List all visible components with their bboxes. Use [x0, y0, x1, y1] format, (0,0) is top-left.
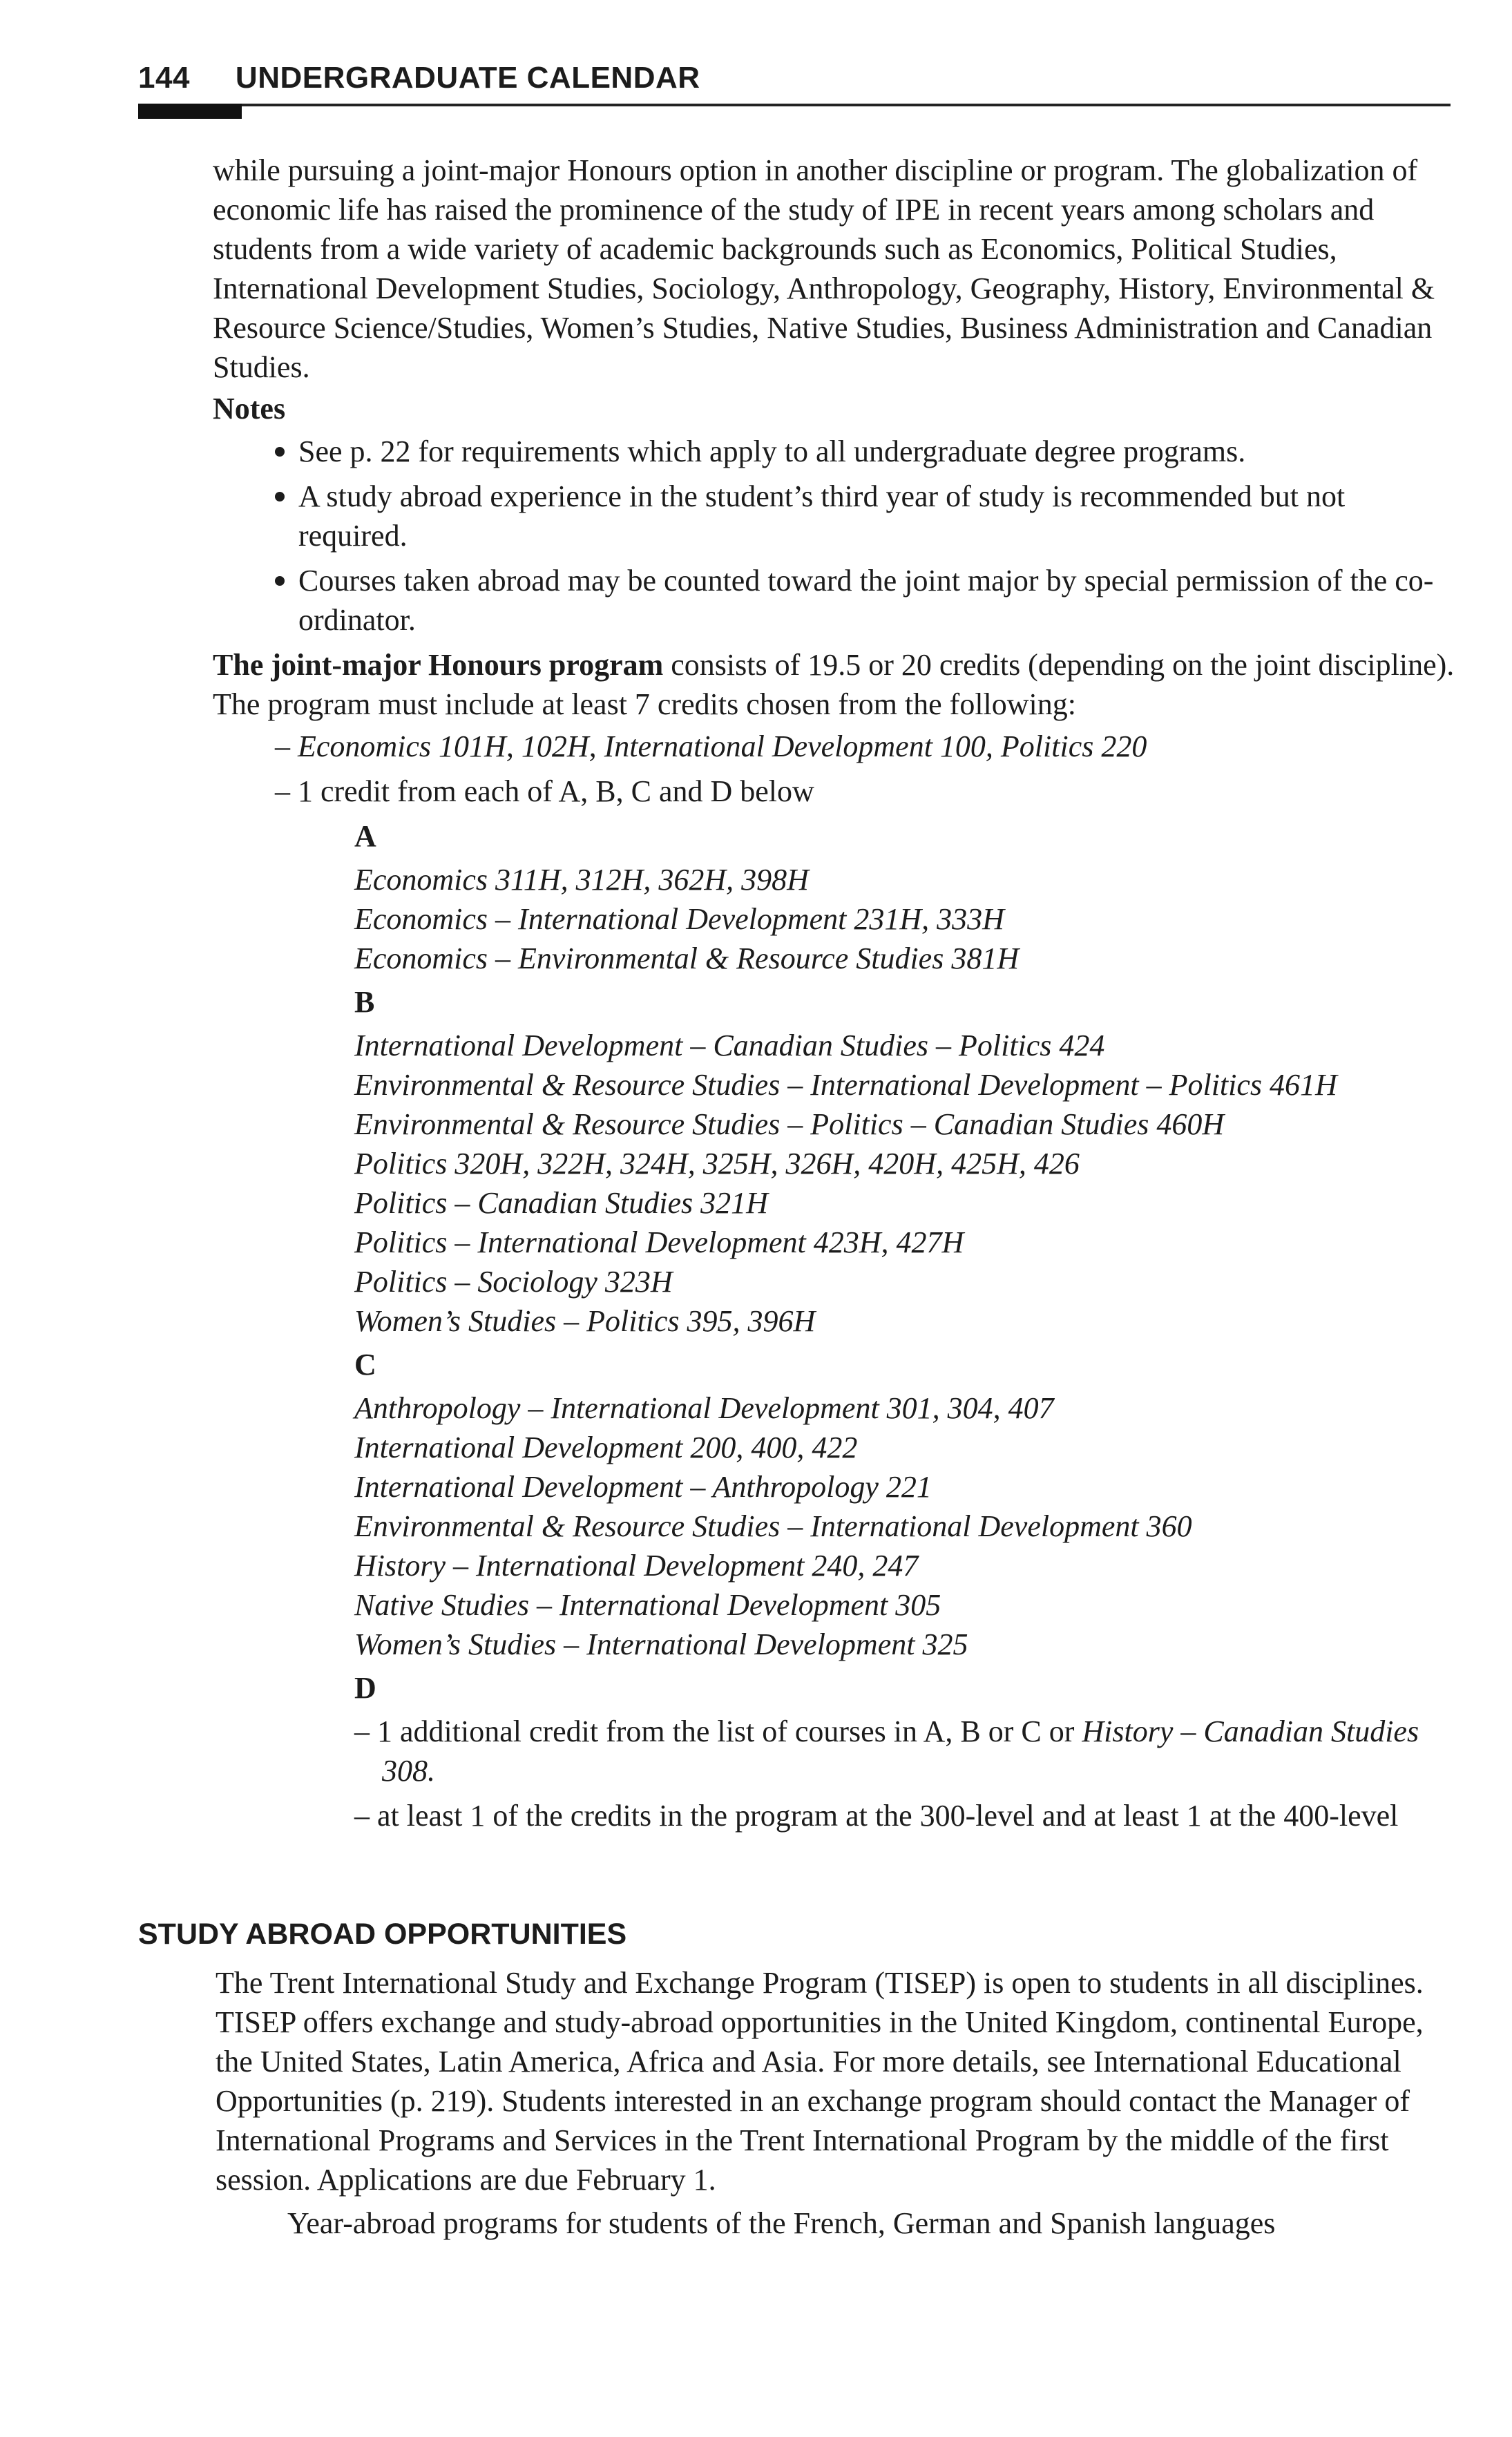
main-content — [213, 151, 1456, 1841]
notes-list — [213, 432, 1456, 640]
notes-heading: Notes — [213, 392, 286, 426]
course-group-a — [354, 816, 1456, 978]
course-line: Politics 320H, 322H, 324H, 325H, 326H, 420H, 425H, 426 — [354, 1147, 1080, 1181]
note-item: A study abroad experience in the student’s third year of study is recommended but not required. — [272, 477, 1456, 555]
group-d-item-course: History – Canadian Studies 308. — [382, 1714, 1419, 1788]
group-label: A — [354, 819, 376, 853]
note-item: See p. 22 for requirements which apply to all undergraduate degree programs. — [272, 432, 1456, 471]
course-line: History – International Development 240, 247 — [354, 1549, 919, 1583]
course-line: International Development – Canadian Studies – Politics 424 — [354, 1029, 1105, 1062]
group-d-item-text: – 1 additional credit from the list of courses in A, B or C or — [354, 1714, 1082, 1748]
course-line: Politics – International Development 423H, 427H — [354, 1225, 964, 1259]
course-line: International Development 200, 400, 422 — [354, 1431, 858, 1464]
course-line: Women’s Studies – International Development 325 — [354, 1627, 968, 1661]
program-description — [213, 645, 1456, 724]
header-rule-accent — [138, 104, 242, 119]
running-title: UNDERGRADUATE CALENDAR — [235, 61, 700, 95]
group-d-item: – at least 1 of the credits in the program at the 300-level and at least 1 at the 400-level — [354, 1799, 1399, 1833]
course-line: Environmental & Resource Studies – International Development – Politics 461H — [354, 1068, 1337, 1102]
course-line: Environmental & Resource Studies – Politics – Canadian Studies 460H — [354, 1107, 1225, 1141]
intro-paragraph: while pursuing a joint-major Honours option in another discipline or program. The globalization of economic life has raised the prominence of the study of IPE in recent years among scholars and students from a wide variety of academic backgrounds such as Economics, Political Studies, International Development Studies, Sociology, Anthropology, Geography, History, Environmental & Resource Science/Studies, Women’s Studies, Native Studies, Business Administration and Canadian Studies. — [213, 153, 1435, 384]
course-line: Anthropology – International Development 301, 304, 407 — [354, 1391, 1054, 1425]
page-number: 144 — [138, 61, 190, 95]
course-group-c — [354, 1345, 1456, 1664]
study-abroad-paragraph: The Trent International Study and Exchange Program (TISEP) is open to students in all disciplines. TISEP offers exchange and study-abroad opportunities in the United Kingdom, continental Europe, the United States, Latin America, Africa and Asia. For more details, see International Educational Opportunities (p. 219). Students interested in an exchange program should contact the Manager of International Programs and Services in the Trent International Program by the middle of the first session. Applications are due February 1. — [216, 1966, 1424, 2197]
requirement-item: – Economics 101H, 102H, International Development 100, Politics 220 — [275, 729, 1147, 763]
header-rule — [138, 104, 1451, 106]
program-lead: The joint-major Honours program — [213, 648, 664, 682]
group-label: C — [354, 1348, 376, 1382]
group-d-list — [354, 1712, 1456, 1835]
course-group-b — [354, 982, 1456, 1341]
course-line: Economics 311H, 312H, 362H, 398H — [354, 863, 809, 897]
course-line: Environmental & Resource Studies – International Development 360 — [354, 1509, 1192, 1543]
course-line: Native Studies – International Development 305 — [354, 1588, 941, 1622]
study-abroad-paragraph: Year-abroad programs for students of the French, German and Spanish languages — [287, 2206, 1276, 2240]
requirement-item: – 1 credit from each of A, B, C and D below — [275, 774, 814, 808]
requirements-list — [213, 727, 1456, 811]
page-header — [138, 61, 700, 95]
course-line: Economics – International Development 231H, 333H — [354, 902, 1004, 936]
section-heading: STUDY ABROAD OPPORTUNITIES — [138, 1918, 627, 1951]
course-line: Politics – Canadian Studies 321H — [354, 1186, 768, 1220]
study-abroad-section — [216, 1963, 1452, 2243]
note-item: Courses taken abroad may be counted toward the joint major by special permission of the co-ordinator. — [272, 561, 1456, 640]
group-label: D — [354, 1671, 376, 1705]
course-line: Economics – Environmental & Resource Studies 381H — [354, 942, 1020, 975]
course-line: International Development – Anthropology 221 — [354, 1470, 932, 1504]
program-text: consists of 19.5 or 20 credits (depending on the joint discipline). The program must include at least 7 credits chosen from the following: — [213, 648, 1455, 721]
group-d-item — [354, 1712, 1456, 1790]
course-line: Women’s Studies – Politics 395, 396H — [354, 1304, 816, 1338]
course-line: Politics – Sociology 323H — [354, 1265, 673, 1299]
group-label: B — [354, 985, 375, 1019]
course-group-d-label — [354, 1668, 1456, 1708]
